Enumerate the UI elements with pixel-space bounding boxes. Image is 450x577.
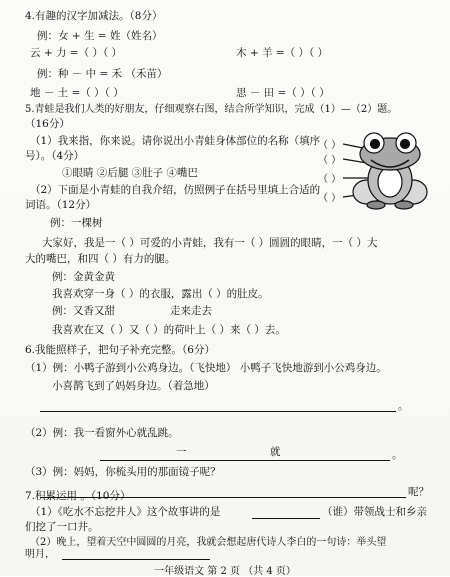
frog-belly [378, 167, 402, 197]
q5-part2-example: 例：一棵树 [50, 217, 103, 229]
q7-part1-b: （谁）带领战士和乡亲 [322, 506, 427, 518]
q5-title: 5.青蛙是我们人类的好朋友，仔细观察右图，结合所学知识，完成（1）—（2）题。 [25, 104, 398, 115]
q7-part2-blank[interactable] [62, 559, 210, 560]
pointer-line-eye [343, 144, 363, 148]
q5-score: （16分） [25, 118, 70, 130]
q6-part2-yi: 一 [176, 446, 187, 458]
q5-part2-line1: （2）下面是小青蛙的自我介绍，仿照例子在括号里填上合适的 [30, 184, 321, 196]
q5-example-5: 走来走去 [170, 305, 212, 317]
q6-part2-period: 。 [392, 449, 403, 461]
q6-part3-end: 呢？ [408, 486, 429, 498]
q5-intro-line4: 我喜欢在又（ ）又（ ）的荷叶上（ ）来（ ）去。 [52, 324, 286, 336]
q7-title: 7.积累运用 。（10分） [25, 490, 131, 502]
frog-right-pupil [401, 140, 410, 149]
frog-label-bracket-3: （ ） [318, 174, 342, 185]
q6-part3: （3）例：妈妈，你梳头用的那面镜子呢？ [25, 466, 221, 478]
q4-example-1: 例：女 + 生 = 姓（姓名） [37, 30, 163, 42]
q5-intro-line3: 我喜欢穿一身（ ）的衣服，露出（ ）的肚皮。 [52, 288, 269, 300]
q6-part1-period: 。 [398, 400, 409, 412]
frog-left-pupil [371, 140, 380, 149]
q5-part1-line1: （1）我来指，你来说。请你说出小青蛙身体部位的名称（填序 [30, 135, 321, 147]
q4-row2-right: 思 － 田 =（ ）（ ） [236, 87, 330, 99]
q5-example-3: 例：金黄金黄 [52, 271, 115, 283]
q6-part1-answer-line[interactable] [40, 411, 396, 412]
q4-row1-right: 木 + 羊 =（ ）（ ） [236, 47, 329, 59]
q5-intro-line2: 大的嘴巴，和四（ ）有力的腿。 [25, 253, 176, 265]
frog-right-foot [395, 201, 413, 209]
q6-title: 6.我能照样子，把句子补充完整。（6分） [25, 344, 215, 356]
q4-example-2: 例：种 － 中 = 禾 （禾苗） [37, 68, 168, 80]
q5-part2-line2: 词语。（12分） [25, 199, 97, 211]
q4-title: 4.有趣的汉字加减法。（8分） [25, 10, 163, 22]
frog-illustration [343, 130, 435, 210]
q6-part1-sentence: 小喜鹊飞到了妈妈身边。（着急地） [52, 380, 215, 392]
q7-part1-blank[interactable] [252, 518, 320, 519]
frog-label-bracket-4: （ ） [318, 193, 342, 204]
q6-part2-jiu: 就 [270, 446, 281, 458]
frog-label-bracket-2: （ ） [318, 155, 342, 166]
q4-row1-left: 云 + 力 =（ ）（ ） [30, 47, 123, 59]
q5-intro-line1: 大家好，我是一（ ）可爱的小青蛙，我有一（ ）圆圆的眼睛，一（ ）大 [42, 237, 378, 249]
q5-part1-line2: 号）。（4分） [25, 150, 85, 162]
q5-part1-options: ①眼睛 ②后腿 ③肚子 ④嘴巴 [62, 167, 199, 179]
q6-part2-answer-line[interactable] [100, 460, 390, 461]
frog-left-foot [367, 201, 385, 209]
q6-part2: （2）例：我一看窗外心就乱跳。 [25, 427, 179, 439]
q7-part1-a: （1）《吃水不忘挖井人》这个故事讲的是 [30, 506, 221, 518]
page-footer: 一年级语文 第 2 页 （共 4 页） [154, 566, 296, 577]
frog-label-bracket-1: （ ） [318, 140, 342, 151]
q7-part1-c: 们挖了一口井。 [25, 521, 99, 533]
q5-example-4: 例：又香又甜 [52, 305, 115, 317]
q7-part2-b: 明月， [25, 549, 55, 560]
q7-part2-a: （2）晚上，望着天空中圆圆的月亮，我就会想起唐代诗人李白的一句诗：举头望 [30, 537, 387, 548]
q6-part1: （1）例：小鸭子游到小公鸡身边。（飞快地） 小鸭子飞快地游到小公鸡身边。 [25, 362, 387, 374]
q4-row2-left: 地 － 土 =（ ）（ ） [30, 87, 124, 99]
